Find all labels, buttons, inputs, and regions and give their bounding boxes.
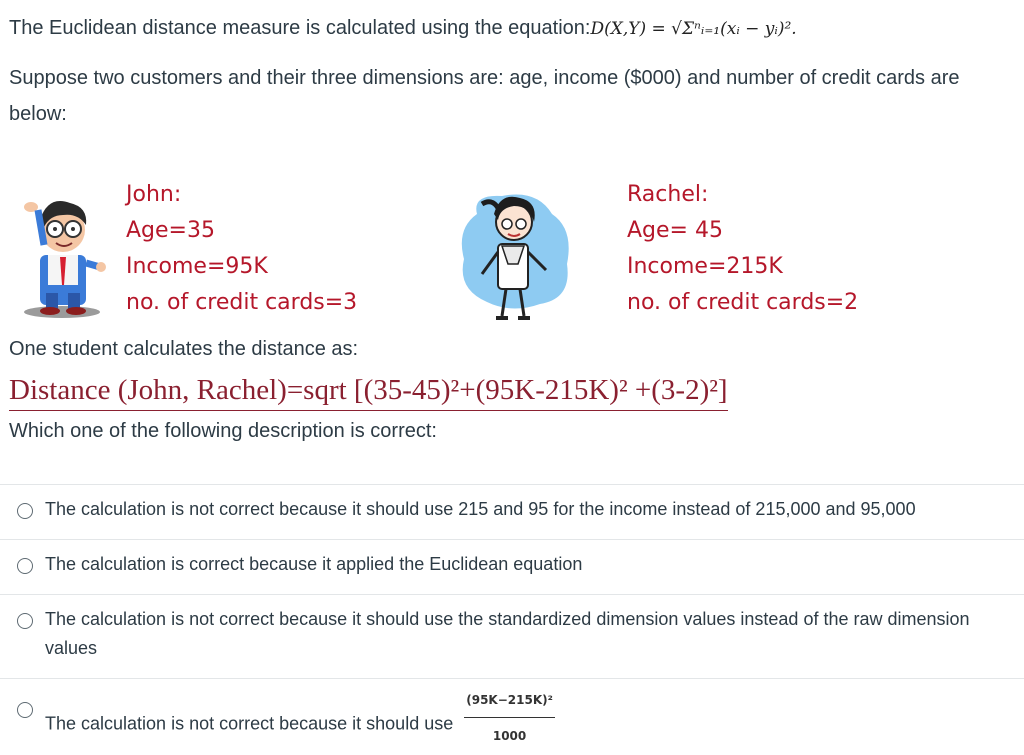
answer-option-2-text: The calculation is correct because it applied the Euclidean equation (45, 554, 583, 574)
distance-formula: Distance (John, Rachel)=sqrt [(35-45)²+(95K-215K)² +(3-2)²] (9, 374, 728, 411)
answer-option-3-text: The calculation is not correct because it should use the standardized dimension values instead of the raw dimension values (45, 609, 970, 658)
question-intro (9, 17, 797, 40)
question-prompt: Which one of the following description is correct: (9, 420, 437, 442)
john-cards: no. of credit cards=3 (126, 290, 358, 315)
answer-option-1[interactable] (17, 500, 916, 524)
radio-button[interactable] (17, 613, 33, 629)
fraction-numerator: (95K−215K)² (464, 686, 555, 718)
option-divider (0, 539, 1024, 540)
radio-button[interactable] (17, 702, 33, 718)
john-income: Income=95K (126, 254, 268, 279)
rachel-info (627, 177, 858, 321)
question-intro-text: The Euclidean distance measure is calculated using the equation: (9, 17, 591, 39)
john-name: John: (126, 182, 182, 207)
answer-option-1-text: The calculation is not correct because it should use 215 and 95 for the income instead of 215,000 and 95,000 (45, 499, 916, 519)
answer-option-4-label: The calculation is not correct because it should use (45, 713, 454, 734)
rachel-cartoon-image (452, 184, 577, 326)
customers-description: Suppose two customers and their three dimensions are: age, income ($000) and number of credit cards are below: (9, 67, 960, 125)
rachel-name: Rachel: (627, 182, 709, 207)
john-info (126, 177, 357, 321)
john-cartoon-image (18, 185, 108, 320)
john-age: Age=35 (126, 218, 215, 243)
option-divider (0, 678, 1024, 679)
answer-option-4[interactable] (17, 693, 555, 755)
answer-option-4-text (45, 694, 555, 755)
student-statement: One student calculates the distance as: (9, 338, 359, 360)
radio-button[interactable] (17, 558, 33, 574)
option-divider (0, 594, 1024, 595)
rachel-cards: no. of credit cards=2 (627, 290, 859, 315)
answer-option-2[interactable] (17, 555, 582, 579)
income-fraction (464, 694, 555, 755)
rachel-income: Income=215K (627, 254, 783, 279)
fraction-denominator: 1000 (492, 729, 527, 743)
rachel-age: Age= 45 (627, 218, 723, 243)
answer-option-3[interactable] (17, 610, 997, 663)
option-divider (0, 484, 1024, 485)
euclidean-equation: D(X,Y) = √Σⁿᵢ₌₁(xᵢ − yᵢ)². (590, 19, 797, 39)
radio-button[interactable] (17, 503, 33, 519)
